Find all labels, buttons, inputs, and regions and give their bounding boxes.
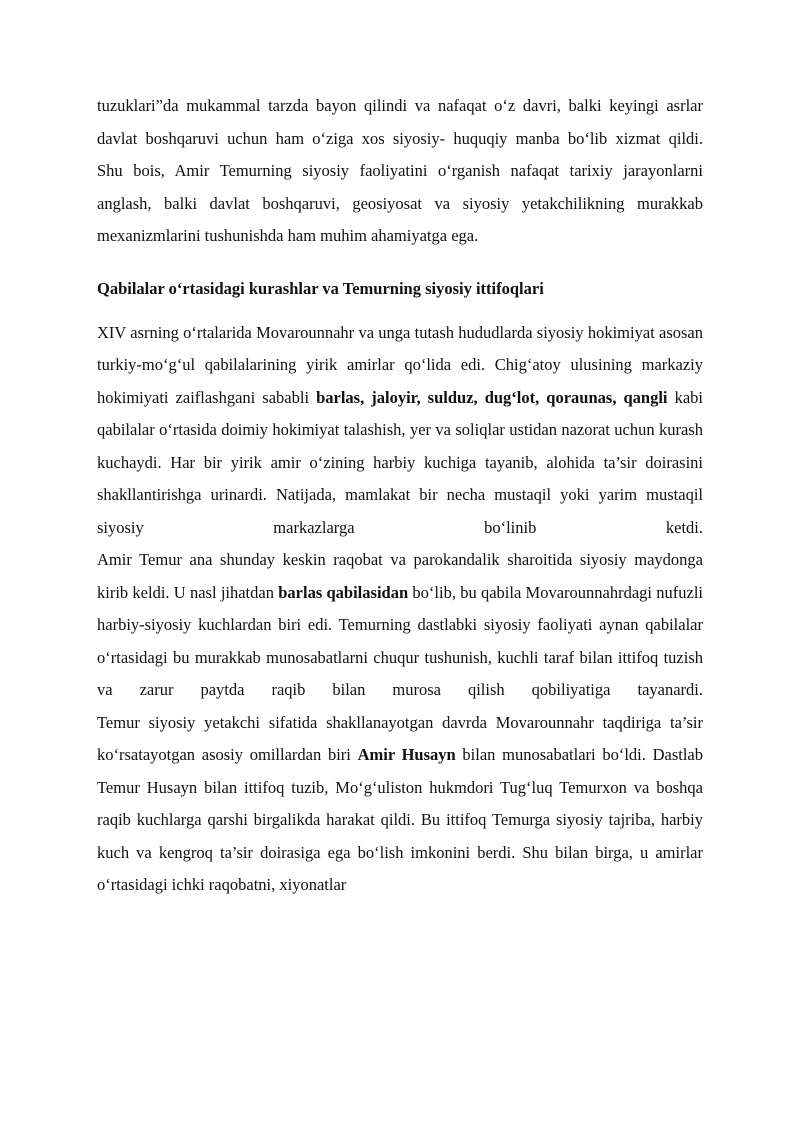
barlas-tribe-bold: barlas qabilasidan: [278, 582, 409, 602]
section-paragraph-3-text-b: bilan munosabatlari bo‘ldi. Dastlab Temur Husayn bilan ittifoq tuzib, Mo‘g‘uliston hukmdori Tug‘luq Temurxon va boshqa raqib kuchlarga qarshi birgalikda harakat qildi. Bu ittifoq Temurga siyosiy tajriba, harbiy kuch va kengroq ta’sir doirasiga ega bo‘lish imkonini berdi. Shu bilan birga, u amirlar o‘rtasidagi ichki raqobatni, xiyonatlar: [97, 745, 703, 894]
section-paragraph-3-text-a: Temur siyosiy yetakchi sifatida shakllanayotgan davrda Movarounnahr taqdiriga ta’sir ko‘rsatayotgan asosiy omillardan biri: [97, 712, 703, 764]
document-page: [97, 90, 703, 902]
amir-husayn-bold: Amir Husayn: [357, 745, 456, 764]
section-paragraph-1: [97, 317, 703, 545]
section-heading: Qabilalar o‘rtasidagi kurashlar va Temurning siyosiy ittifoqlari: [97, 278, 544, 298]
section-paragraph-2: [97, 544, 703, 707]
section-paragraph-1-text-a: XIV asrning o‘rtalarida Movarounnahr va unga tutash hududlarda siyosiy hokimiyat asosan turkiy-mo‘g‘ul qabilalarining yirik amirlar qo‘lida edi. Chig‘atoy ulusining markaziy hokimiyati zaiflashgani sababli: [97, 322, 703, 407]
section-paragraph-3: [97, 707, 703, 902]
tribe-names-bold: barlas, jaloyir, sulduz, dug‘lot, qoraunas, qangli: [316, 387, 668, 407]
intro-paragraph-2: [97, 155, 703, 253]
intro-paragraph-2-text: Shu bois, Amir Temurning siyosiy faoliyatini o‘rganish nafaqat tarixiy jarayonlarni anglash, balki davlat boshqaruvi, geosiyosat va siyosiy yetakchilikning murakkab mexanizmlarini tushunishda ham muhim ahamiyatga ega.: [97, 161, 703, 245]
section-paragraph-2-text-b: bo‘lib, bu qabila Movarounnahrdagi nufuzli harbiy-siyosiy kuchlardan biri edi. Temurning dastlabki siyosiy faoliyati aynan qabilalar o‘rtasidagi bu murakkab munosabatlarni chuqur tushunish, kuchli taraf bilan ittifoq tuzish va zarur paytda raqib bilan murosa qilish qobiliyatiga tayanardi.: [97, 582, 703, 699]
section-paragraph-1-text-b: kabi qabilalar o‘rtasida doimiy hokimiyat talashish, yer va soliqlar ustidan nazorat uchun kurash kuchaydi. Har bir yirik amir o‘zining harbiy kuchiga tayanib, alohida ta’sir doirasini shakllantirishga urinardi. Natijada, mamlakat bir necha mustaqil yoki yarim mustaqil siyosiy markazlarga bo‘linib ketdi.: [97, 387, 703, 537]
section-paragraph-2-text-a: Amir Temur ana shunday keskin raqobat va parokandalik sharoitida siyosiy maydonga kirib keldi. U nasl jihatdan: [97, 550, 703, 602]
intro-paragraph-1: [97, 90, 703, 155]
intro-paragraph-1-text: tuzuklari”da mukammal tarzda bayon qilindi va nafaqat o‘z davri, balki keyingi asrlar davlat boshqaruvi uchun ham o‘ziga xos siyosiy- huquqiy manba bo‘lib xizmat qildi.: [97, 96, 703, 148]
